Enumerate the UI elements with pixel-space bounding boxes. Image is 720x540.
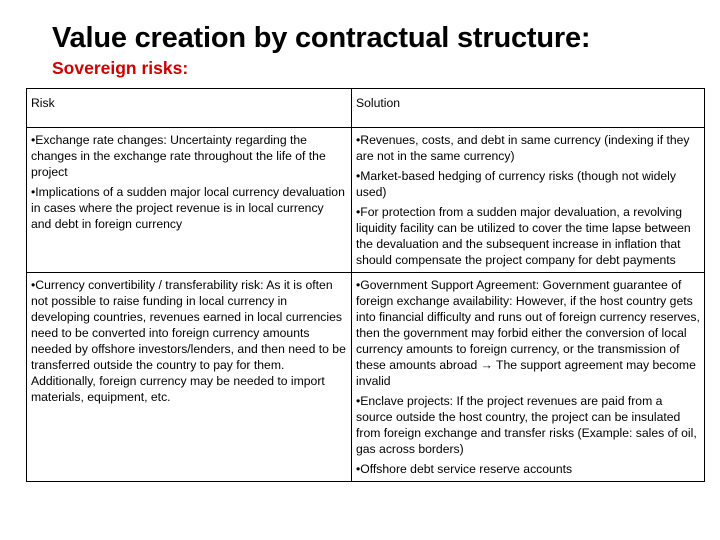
solution-bullet: •Offshore debt service reserve accounts	[356, 462, 573, 476]
solution-cell	[352, 273, 705, 482]
table-row	[27, 273, 705, 482]
solution-bullet: •Market-based hedging of currency risks (though not widely used)	[356, 169, 676, 199]
risk-bullet: •Currency convertibility / transferability risk: As it is often not possible to raise funding in local currency in developing countries, revenues earned in local currencies need to be converted into foreign currency amounts needed by offshore investors/lenders, and then need to be transferred outside the country to pay for them. Additionally, foreign currency may be needed to import materials, equipment, etc.	[31, 278, 346, 404]
slide-title: Value creation by contractual structure:	[52, 22, 591, 54]
column-header-risk: Risk	[27, 89, 352, 128]
solution-cell	[352, 128, 705, 273]
solution-bullet: •Revenues, costs, and debt in same currency (indexing if they are not in the same currency)	[356, 133, 690, 163]
solution-bullet: •Enclave projects: If the project revenues are paid from a source outside the host country, the project can be insulated from foreign exchange and transfer risks (Example: sales of oil, gas across borders)	[356, 394, 697, 456]
risk-cell	[27, 128, 352, 273]
risk-cell	[27, 273, 352, 482]
risk-bullet: •Implications of a sudden major local currency devaluation in cases where the project revenue is in local currency and debt in foreign currency	[31, 185, 345, 231]
risk-bullet: •Exchange rate changes: Uncertainty regarding the changes in the exchange rate throughout the life of the project	[31, 133, 326, 179]
solution-bullet: •Government Support Agreement: Government guarantee of foreign exchange availability: However, if the host country gets into financial difficulty and runs out of foreign currency reserves, then the government may forbid either the conversion of local currency amounts to foreign currency, or the transmission of these amounts abroad → The support agreement may become invalid	[356, 278, 700, 388]
risk-solution-table	[26, 88, 705, 482]
solution-bullet: •For protection from a sudden major devaluation, a revolving liquidity facility can be utilized to cover the time lapse between the devaluation and the subsequent increase in inflation that should compensate the project company for debt payments	[356, 205, 691, 267]
table-header-row	[27, 89, 705, 128]
column-header-solution: Solution	[352, 89, 705, 128]
table-row	[27, 128, 705, 273]
slide-subtitle: Sovereign risks:	[52, 58, 189, 78]
